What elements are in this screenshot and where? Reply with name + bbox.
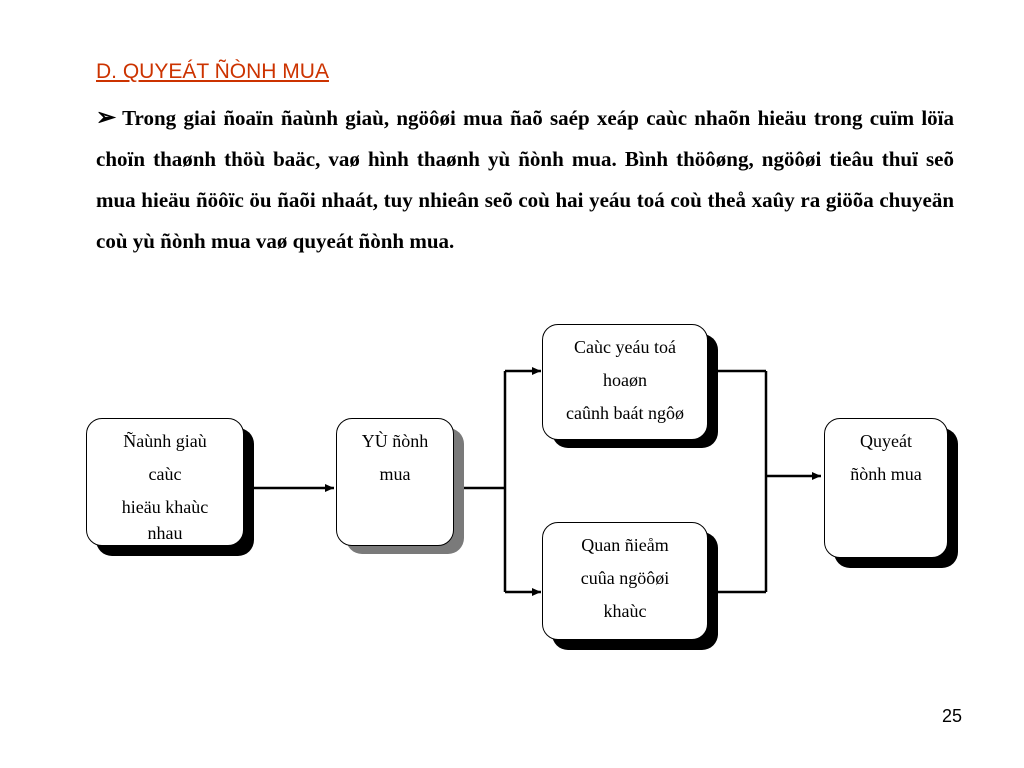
node-evaluate-line: caùc [148, 464, 182, 484]
node-intent [336, 418, 454, 546]
node-decision [824, 418, 948, 558]
arrow-bullet-icon: ➢ [96, 105, 117, 131]
node-attitudes-line: hoaøn [603, 370, 647, 390]
node-attitudes-line: caûnh baát ngôø [566, 403, 684, 423]
node-others-line: cuûa ngöôøi [580, 568, 670, 588]
page-number: 25 [941, 706, 962, 726]
node-intent-line: mua [379, 464, 411, 484]
node-decision-line: Quyeát [860, 431, 912, 451]
node-attitudes-line: Caùc yeáu toá [574, 337, 676, 357]
node-decision-line: ñònh mua [850, 464, 922, 484]
node-others-line: Quan ñieåm [581, 535, 669, 555]
node-others [542, 522, 708, 640]
slide-title: D. QUYEÁT ÑÒNH MUA [96, 60, 329, 83]
node-evaluate-line: hieäu khaùc [121, 497, 209, 517]
node-intent-line: YÙ ñònh [361, 431, 429, 451]
paragraph-text: Trong giai ñoaïn ñaùnh giaù, ngöôøi mua ñaõ saép xeáp caùc nhaõn hieäu trong cuïm löïa choïn thaønh thöù baäc, vaø hình thaønh yù ñònh mua. Bình thöôøng, ngöôøi tieâu thuï seõ mua hieäu ñöôïc öu ñaõi nhaát, tuy nhieân seõ coù hai yeáu toá coù theå xaûy ra giöõa chuyeän coù yù ñònh mua vaø quyeát ñònh mua. [96, 106, 954, 253]
node-attitudes [542, 324, 708, 440]
node-evaluate-line: nhau [147, 523, 183, 543]
node-evaluate-line: Ñaùnh giaù [123, 431, 207, 451]
node-evaluate [86, 418, 244, 546]
node-others-line: khaùc [603, 601, 647, 621]
